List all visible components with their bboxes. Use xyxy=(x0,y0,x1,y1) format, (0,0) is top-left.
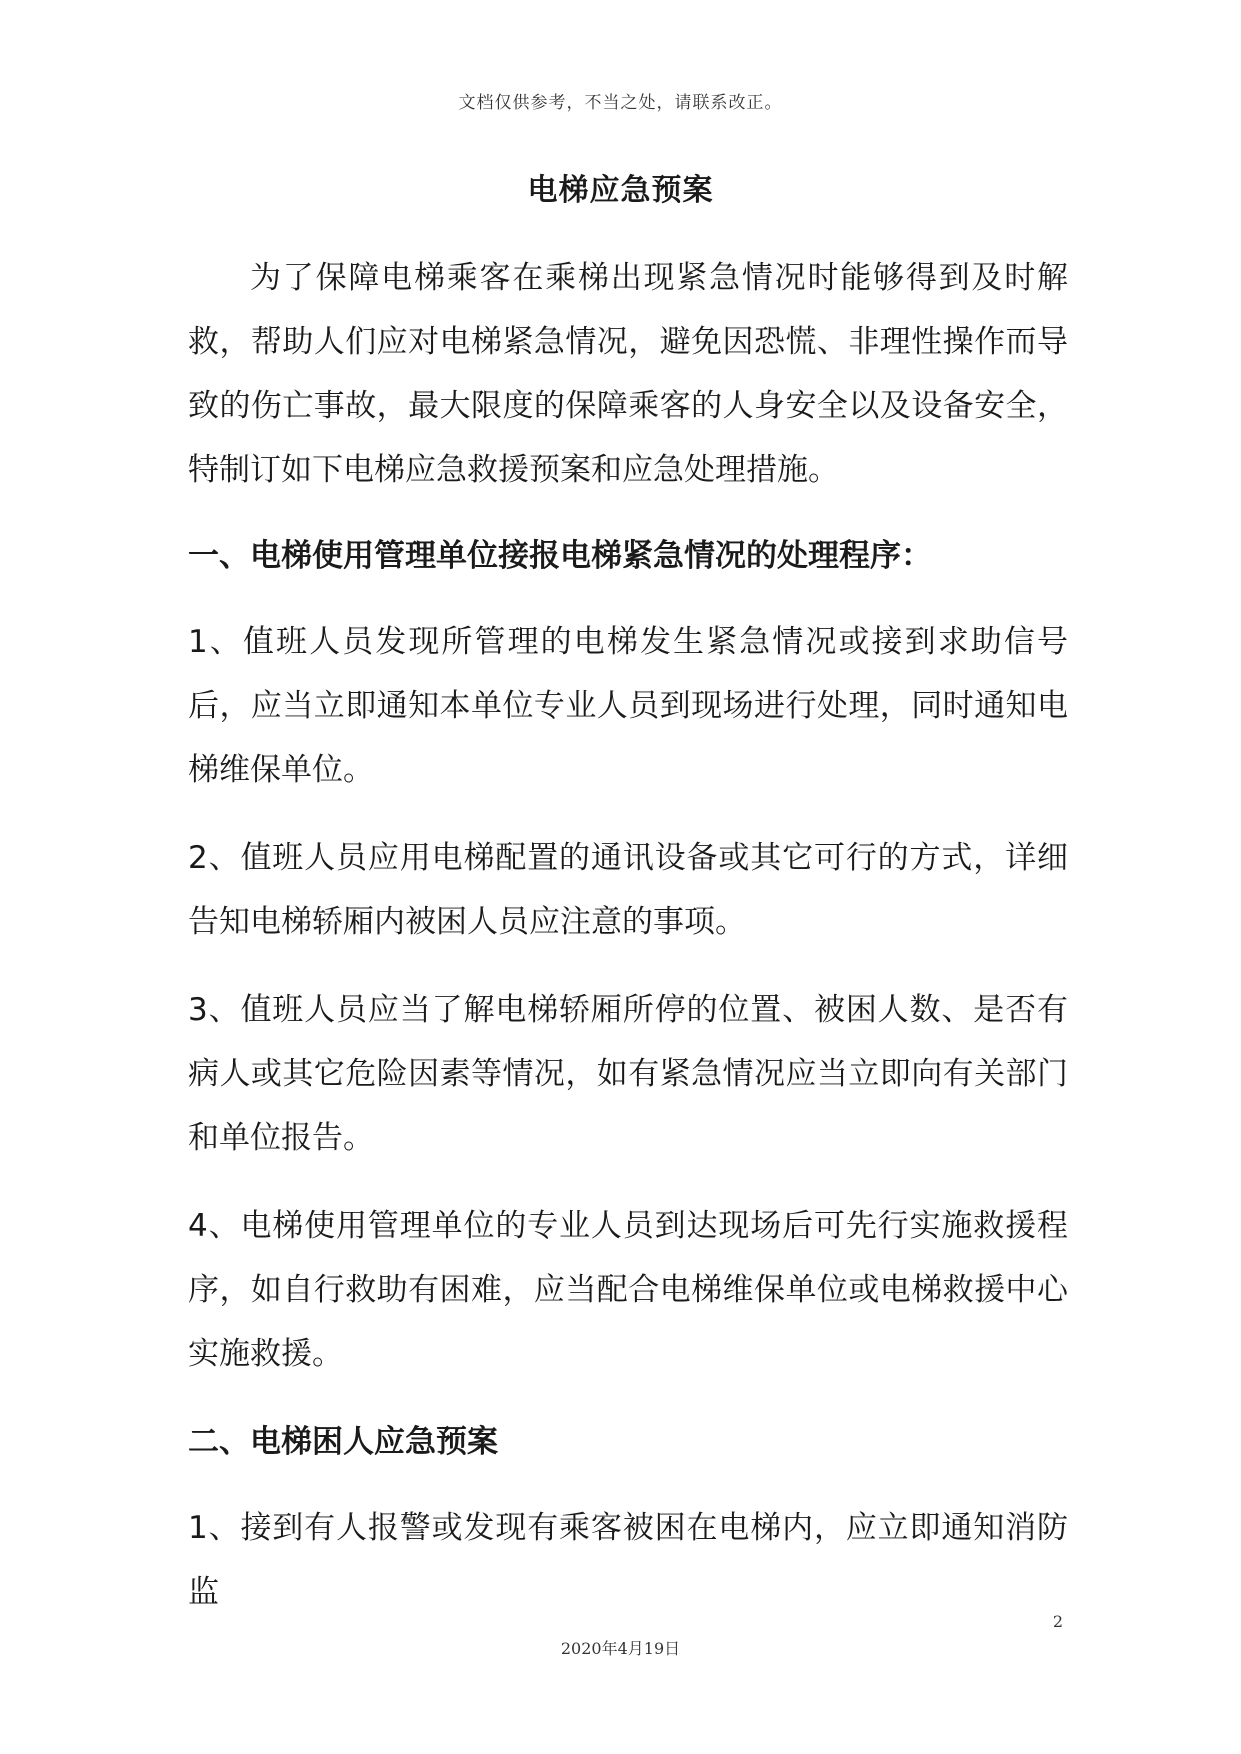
section-2-heading: 二、电梯困人应急预案 xyxy=(188,1424,498,1460)
section-1-item-2: 2、值班人员应用电梯配置的通讯设备或其它可行的方式，详细告知电梯轿厢内被困人员应注意的事项。 xyxy=(188,840,1068,940)
document-body xyxy=(188,246,1068,1624)
footer-date: 2020年4月19日 xyxy=(560,1639,681,1658)
section-2-item-1: 1、接到有人报警或发现有乘客被困在电梯内，应立即通知消防监 xyxy=(188,1510,1068,1610)
section-1-item-3: 3、值班人员应当了解电梯轿厢所停的位置、被困人数、是否有病人或其它危险因素等情况，如有紧急情况应当立即向有关部门和单位报告。 xyxy=(188,992,1068,1156)
section-1-heading: 一、电梯使用管理单位接报电梯紧急情况的处理程序： xyxy=(188,538,932,574)
section-1-item-4: 4、电梯使用管理单位的专业人员到达现场后可先行实施救援程序，如自行救助有困难，应当配合电梯维保单位或电梯救援中心实施救援。 xyxy=(188,1208,1068,1372)
page-number: 2 xyxy=(1052,1612,1063,1631)
document-title: 电梯应急预案 xyxy=(527,173,714,208)
section-1-item-1: 1、值班人员发现所管理的电梯发生紧急情况或接到求助信号后，应当立即通知本单位专业人员到现场进行处理，同时通知电梯维保单位。 xyxy=(188,624,1068,788)
header-disclaimer: 文档仅供参考，不当之处，请联系改正。 xyxy=(458,93,783,113)
intro-paragraph: 为了保障电梯乘客在乘梯出现紧急情况时能够得到及时解救，帮助人们应对电梯紧急情况，避免因恐慌、非理性操作而导致的伤亡事故，最大限度的保障乘客的人身安全以及设备安全，特制订如下电梯应急救援预案和应急处理措施。 xyxy=(188,260,1068,488)
